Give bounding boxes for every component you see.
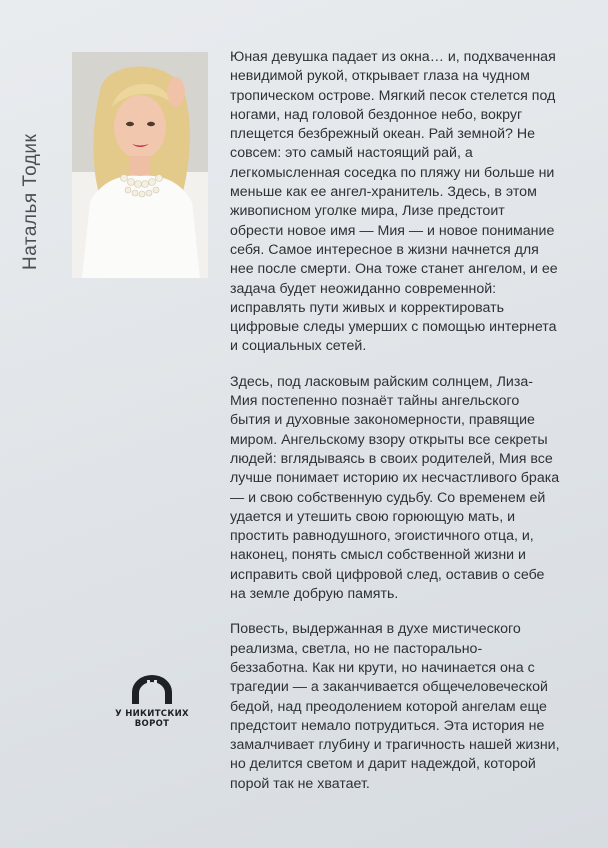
gate-arch-icon [128, 674, 176, 704]
publisher-name-line1: У НИКИТСКИХ [115, 709, 189, 719]
description-paragraph: Здесь, под ласковым райским солнцем, Лиза-Мия постепенно познаёт тайны ангельского бытия и духовные закономерности, правящие миром. Ангельскому взору открыты все секреты людей: вглядываясь в своих родителей, Мия все лучше понимает историю их несчастливого брака — и свою собственную судьбу. Со временем ей удается и утешить свою горюющую мать, и простить равнодушного, эгоистичного отца, и, наконец, понять смысл собственной жизни и исправить свой цифровой след, оставив о себе на земле добрую память. [230, 373, 560, 603]
author-portrait-illustration [72, 52, 208, 278]
author-name: Наталья Тодик [20, 133, 41, 270]
book-description [230, 48, 560, 810]
description-paragraph: Юная девушка падает из окна… и, подхваченная невидимой рукой, открывает глаза на чудном тропическом острове. Мягкий песок стелется под ногами, над головой бездонное небо, вокруг плещется безбрежный океан. Рай земной? Не совсем: это самый настоящий рай, а легкомысленная соседка по пляжу ни больше ни меньше как ее ангел-хранитель. Здесь, в этом живописном уголке мира, Лизе предстоит обрести новое имя — Мия — и новое понимание себя. Самое интересное в жизни начнется для нее после смерти. Она тоже станет ангелом, и ее задача будет неожиданно современной: исправлять пути живых и корректировать цифровые следы умерших с помощью интернета и социальных сетей. [230, 49, 558, 355]
publisher-logo [110, 674, 194, 740]
author-photo [72, 52, 208, 278]
description-paragraph: Повесть, выдержанная в духе мистического реализма, светла, но не пасторально-беззаботна. Как ни крути, но начинается она с трагедии — а заканчивается общечеловеческой бедой, над преодолением которой ангелам еще предстоит немало потрудиться. Эта история не замалчивает глубину и трагичность нашей жизни, но делится светом и дарит надеждой, которой порой так не хватает. [230, 621, 560, 792]
publisher-name-line2: ВОРОТ [134, 719, 170, 729]
